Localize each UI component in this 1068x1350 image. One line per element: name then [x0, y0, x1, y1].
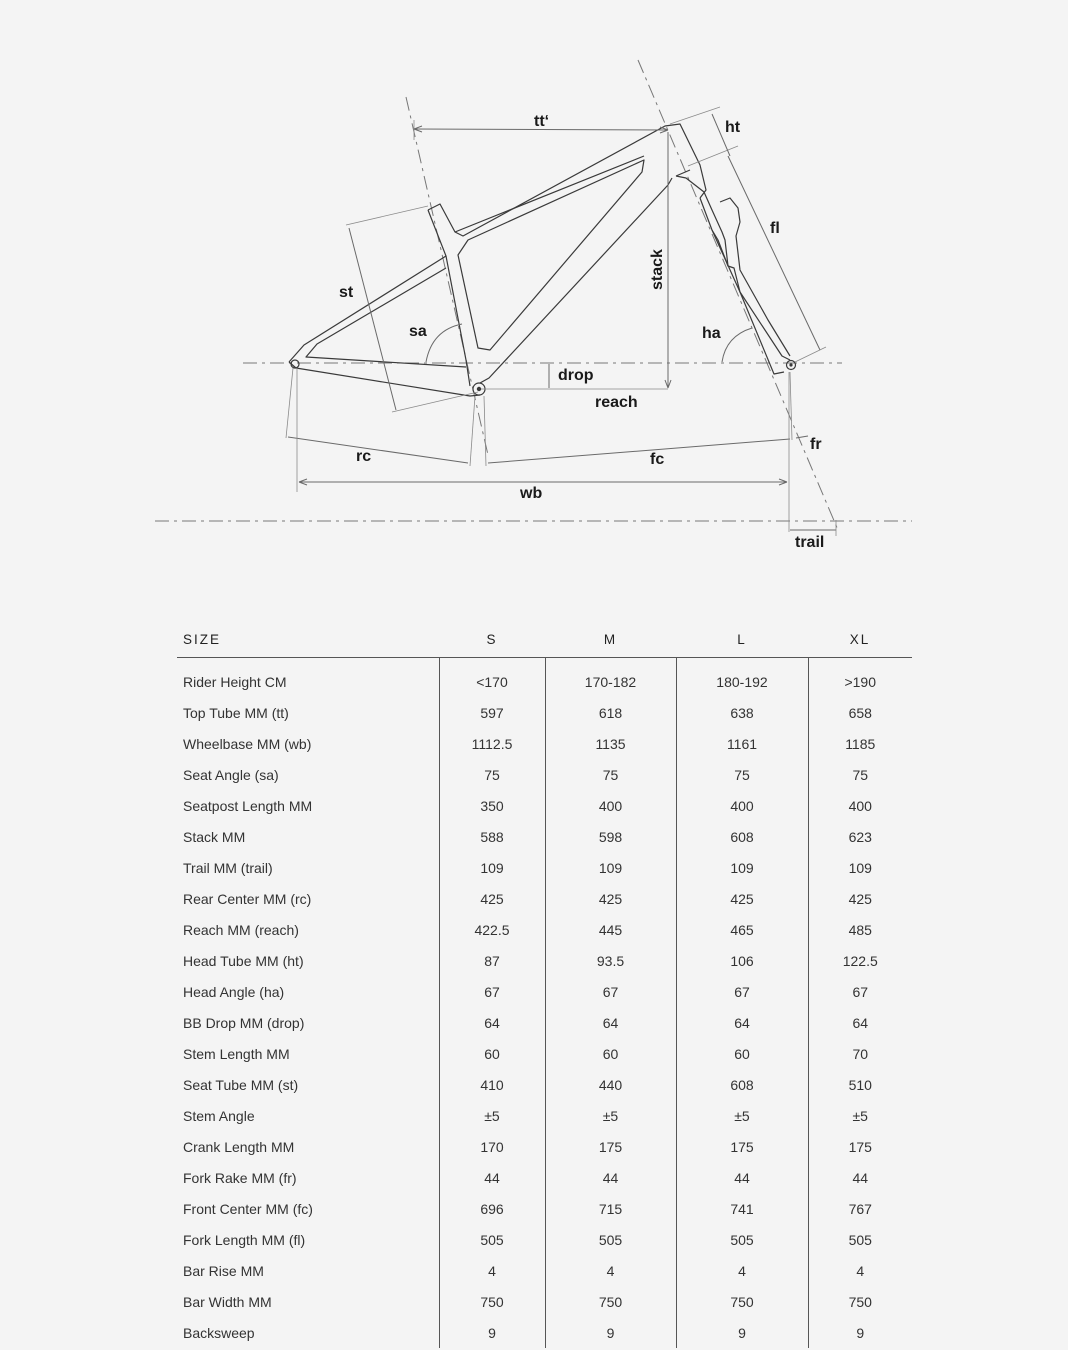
table-cell: 180-192 — [676, 658, 808, 698]
table-cell: 109 — [808, 852, 912, 883]
label-drop: drop — [558, 367, 594, 384]
table-cell: 741 — [676, 1193, 808, 1224]
table-row — [177, 1224, 912, 1255]
table-cell: 170 — [439, 1131, 545, 1162]
table-cell: 1161 — [676, 728, 808, 759]
table-row — [177, 914, 912, 945]
table-cell: 1185 — [808, 728, 912, 759]
table-row — [177, 883, 912, 914]
label-rc: rc — [356, 448, 372, 465]
table-row — [177, 759, 912, 790]
table-cell: 510 — [808, 1069, 912, 1100]
table-cell: 67 — [545, 976, 676, 1007]
row-label: Head Tube MM (ht) — [183, 952, 304, 969]
table-row — [177, 1069, 912, 1100]
table-cell: 445 — [545, 914, 676, 945]
frame-outline — [289, 124, 796, 396]
table-cell: 106 — [676, 945, 808, 976]
table-cell: 505 — [545, 1224, 676, 1255]
table-row — [177, 1038, 912, 1069]
table-cell: 1112.5 — [439, 728, 545, 759]
table-row — [177, 1131, 912, 1162]
table-cell: 608 — [676, 821, 808, 852]
table-cell: 109 — [439, 852, 545, 883]
row-label: Bar Width MM — [183, 1293, 272, 1310]
table-cell: 750 — [808, 1286, 912, 1317]
seat-axis-line — [406, 97, 488, 455]
table-row — [177, 1286, 912, 1317]
label-fc: fc — [650, 451, 665, 468]
table-cell: 658 — [808, 697, 912, 728]
table-cell: 44 — [676, 1162, 808, 1193]
table-cell: 60 — [676, 1038, 808, 1069]
table-cell: 64 — [545, 1007, 676, 1038]
table-cell: 422.5 — [439, 914, 545, 945]
table-cell: 715 — [545, 1193, 676, 1224]
table-row — [177, 852, 912, 883]
table-cell: 598 — [545, 821, 676, 852]
table-cell: 410 — [439, 1069, 545, 1100]
row-label: Trail MM (trail) — [183, 859, 273, 876]
table-cell: 109 — [676, 852, 808, 883]
table-row — [177, 728, 912, 759]
row-label: Backsweep — [183, 1324, 255, 1341]
table-row — [177, 1162, 912, 1193]
table-cell: ±5 — [545, 1100, 676, 1131]
table-cell: >190 — [808, 658, 912, 698]
table-cell: 9 — [676, 1317, 808, 1348]
label-fl: fl — [770, 220, 780, 237]
table-cell: 44 — [545, 1162, 676, 1193]
table-cell: 175 — [676, 1131, 808, 1162]
table-cell: 588 — [439, 821, 545, 852]
table-cell: 67 — [808, 976, 912, 1007]
table-cell: 64 — [676, 1007, 808, 1038]
table-cell: 9 — [808, 1317, 912, 1348]
row-label: Front Center MM (fc) — [183, 1200, 313, 1217]
label-reach: reach — [595, 394, 638, 411]
table-cell: 425 — [676, 883, 808, 914]
table-row — [177, 976, 912, 1007]
table-cell: 175 — [808, 1131, 912, 1162]
row-label: BB Drop MM (drop) — [183, 1014, 305, 1031]
table-row — [177, 1193, 912, 1224]
table-cell: 70 — [808, 1038, 912, 1069]
row-label: Fork Length MM (fl) — [183, 1231, 306, 1248]
table-cell: <170 — [439, 658, 545, 698]
table-cell: 9 — [545, 1317, 676, 1348]
table-cell: 67 — [439, 976, 545, 1007]
table-cell: 597 — [439, 697, 545, 728]
label-tt: tt‘ — [534, 113, 550, 130]
table-row — [177, 658, 912, 698]
row-label: Rear Center MM (rc) — [183, 890, 312, 907]
table-cell: 425 — [439, 883, 545, 914]
table-cell: 638 — [676, 697, 808, 728]
table-cell: 122.5 — [808, 945, 912, 976]
table-cell: 170-182 — [545, 658, 676, 698]
row-label: Wheelbase MM (wb) — [183, 735, 312, 752]
row-label: Rider Height CM — [183, 673, 287, 690]
label-sa: sa — [409, 323, 427, 340]
table-cell: 400 — [545, 790, 676, 821]
table-row — [177, 1007, 912, 1038]
table-cell: 4 — [808, 1255, 912, 1286]
row-label: Head Angle (ha) — [183, 983, 285, 1000]
table-cell: 64 — [439, 1007, 545, 1038]
table-cell: 75 — [439, 759, 545, 790]
table-cell: 750 — [676, 1286, 808, 1317]
table-cell: ±5 — [676, 1100, 808, 1131]
table-cell: 1135 — [545, 728, 676, 759]
table-cell: ±5 — [439, 1100, 545, 1131]
table-cell: 4 — [676, 1255, 808, 1286]
table-cell: 767 — [808, 1193, 912, 1224]
row-label: Stem Angle — [183, 1107, 255, 1124]
table-cell: 44 — [439, 1162, 545, 1193]
table-cell: 4 — [545, 1255, 676, 1286]
table-cell: 9 — [439, 1317, 545, 1348]
table-cell: 485 — [808, 914, 912, 945]
table-row — [177, 945, 912, 976]
header-s: S — [439, 621, 545, 658]
table-cell: 608 — [676, 1069, 808, 1100]
row-label: Bar Rise MM — [183, 1262, 264, 1279]
table-cell: 60 — [439, 1038, 545, 1069]
table-cell: 505 — [808, 1224, 912, 1255]
row-label: Stem Length MM — [183, 1045, 290, 1062]
table-row — [177, 790, 912, 821]
table-row — [177, 1100, 912, 1131]
table-row — [177, 1255, 912, 1286]
table-cell: 44 — [808, 1162, 912, 1193]
label-fr: fr — [810, 436, 822, 453]
table-cell: 75 — [676, 759, 808, 790]
row-label: Fork Rake MM (fr) — [183, 1169, 297, 1186]
table-cell: 4 — [439, 1255, 545, 1286]
row-label: Seat Tube MM (st) — [183, 1076, 299, 1093]
table-cell: 87 — [439, 945, 545, 976]
table-cell: 623 — [808, 821, 912, 852]
table-cell: 618 — [545, 697, 676, 728]
table-cell: 67 — [676, 976, 808, 1007]
frame-geometry-diagram — [0, 0, 1068, 580]
geometry-table — [177, 621, 912, 1348]
table-row — [177, 1317, 912, 1348]
label-st: st — [339, 284, 354, 301]
row-label: Seat Angle (sa) — [183, 766, 279, 783]
header-size: SIZE — [177, 621, 439, 658]
table-cell: ±5 — [808, 1100, 912, 1131]
label-ha: ha — [702, 325, 721, 342]
table-cell: 425 — [545, 883, 676, 914]
label-ht: ht — [725, 119, 741, 136]
table-cell: 93.5 — [545, 945, 676, 976]
table-row — [177, 821, 912, 852]
table-cell: 440 — [545, 1069, 676, 1100]
table-cell: 400 — [808, 790, 912, 821]
row-label: Crank Length MM — [183, 1138, 295, 1155]
table-row — [177, 697, 912, 728]
row-label: Seatpost Length MM — [183, 797, 313, 814]
row-label: Top Tube MM (tt) — [183, 704, 289, 721]
table-cell: 505 — [676, 1224, 808, 1255]
table-cell: 60 — [545, 1038, 676, 1069]
header-m: M — [545, 621, 676, 658]
table-cell: 64 — [808, 1007, 912, 1038]
table-cell: 350 — [439, 790, 545, 821]
table-cell: 425 — [808, 883, 912, 914]
row-label: Reach MM (reach) — [183, 921, 299, 938]
table-cell: 696 — [439, 1193, 545, 1224]
label-trail: trail — [795, 534, 825, 551]
table-header-row — [177, 621, 912, 658]
table-cell: 465 — [676, 914, 808, 945]
header-xl: XL — [808, 621, 912, 658]
table-body — [177, 658, 912, 1349]
label-wb: wb — [520, 485, 543, 502]
table-cell: 750 — [439, 1286, 545, 1317]
table-cell: 75 — [808, 759, 912, 790]
table-cell: 175 — [545, 1131, 676, 1162]
table-cell: 750 — [545, 1286, 676, 1317]
table-cell: 75 — [545, 759, 676, 790]
row-label: Stack MM — [183, 828, 246, 845]
table-cell: 400 — [676, 790, 808, 821]
header-l: L — [676, 621, 808, 658]
table-cell: 505 — [439, 1224, 545, 1255]
table-cell: 109 — [545, 852, 676, 883]
label-stack: stack — [649, 249, 666, 290]
